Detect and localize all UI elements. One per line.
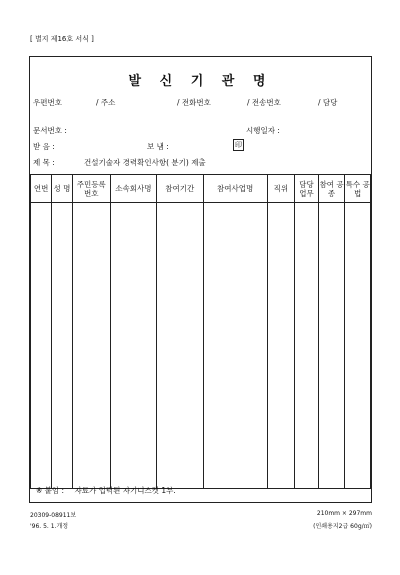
enclosure-label: ※ 붙임 : bbox=[36, 486, 65, 495]
paper-size: 210mm × 297mm bbox=[316, 510, 372, 517]
header-duty: 담당 업무 bbox=[295, 175, 318, 203]
seal-mark: 印 bbox=[235, 141, 242, 149]
header-company: 소속회사명 bbox=[110, 175, 156, 203]
header-resident-number: 주민등록 번호 bbox=[72, 175, 110, 203]
table-cell bbox=[72, 203, 110, 489]
paper-spec: (인쇄용지2급 60g/㎡) bbox=[313, 523, 372, 530]
header-special-method: 특수 공법 bbox=[345, 175, 371, 203]
table-body-row bbox=[31, 203, 371, 489]
document-number-label: 문서번호 : bbox=[33, 126, 67, 135]
table-cell bbox=[156, 203, 203, 489]
document-frame bbox=[29, 56, 372, 503]
header-work-type: 참여 공종 bbox=[318, 175, 345, 203]
table-cell bbox=[110, 203, 156, 489]
table-cell bbox=[203, 203, 267, 489]
enclosure-note bbox=[36, 485, 176, 496]
header-seq: 연번 bbox=[31, 175, 52, 203]
table-cell bbox=[318, 203, 345, 489]
enclosure-text: 자료가 입력된 자기디스켓 1부. bbox=[74, 486, 176, 495]
revision-date: '96. 5. 1.개정 bbox=[30, 523, 69, 530]
table-cell bbox=[267, 203, 295, 489]
document-title: 발 신 기 관 명 bbox=[128, 74, 273, 89]
subject-text: 건설기술자 경력확인사항( 분기) 제출 bbox=[84, 158, 206, 167]
header-name: 성 명 bbox=[52, 175, 72, 203]
form-code: 20309-08911보 bbox=[30, 512, 77, 519]
subject-label: 제 목 : bbox=[33, 158, 55, 167]
header-position: 직위 bbox=[267, 175, 295, 203]
career-table bbox=[30, 174, 371, 489]
sender-label: 보 냄 : bbox=[147, 142, 169, 151]
address-label: / 주소 bbox=[96, 98, 116, 107]
table-header-row bbox=[31, 175, 371, 203]
header-period: 참여기간 bbox=[156, 175, 203, 203]
issue-date-label: 시행일자 : bbox=[246, 126, 280, 135]
form-label: [ 별지 제16호 서식 ] bbox=[30, 35, 94, 43]
table-cell bbox=[345, 203, 371, 489]
table-cell bbox=[295, 203, 318, 489]
phone-label: / 전화번호 bbox=[177, 98, 211, 107]
table-cell bbox=[52, 203, 72, 489]
fax-label: / 전송번호 bbox=[247, 98, 281, 107]
postal-code-label: 우편번호 bbox=[33, 98, 62, 107]
contact-person-label: / 담당 bbox=[318, 98, 338, 107]
header-project: 참여사업명 bbox=[203, 175, 267, 203]
table-cell bbox=[31, 203, 52, 489]
recipient-label: 받 음 : bbox=[33, 142, 55, 151]
